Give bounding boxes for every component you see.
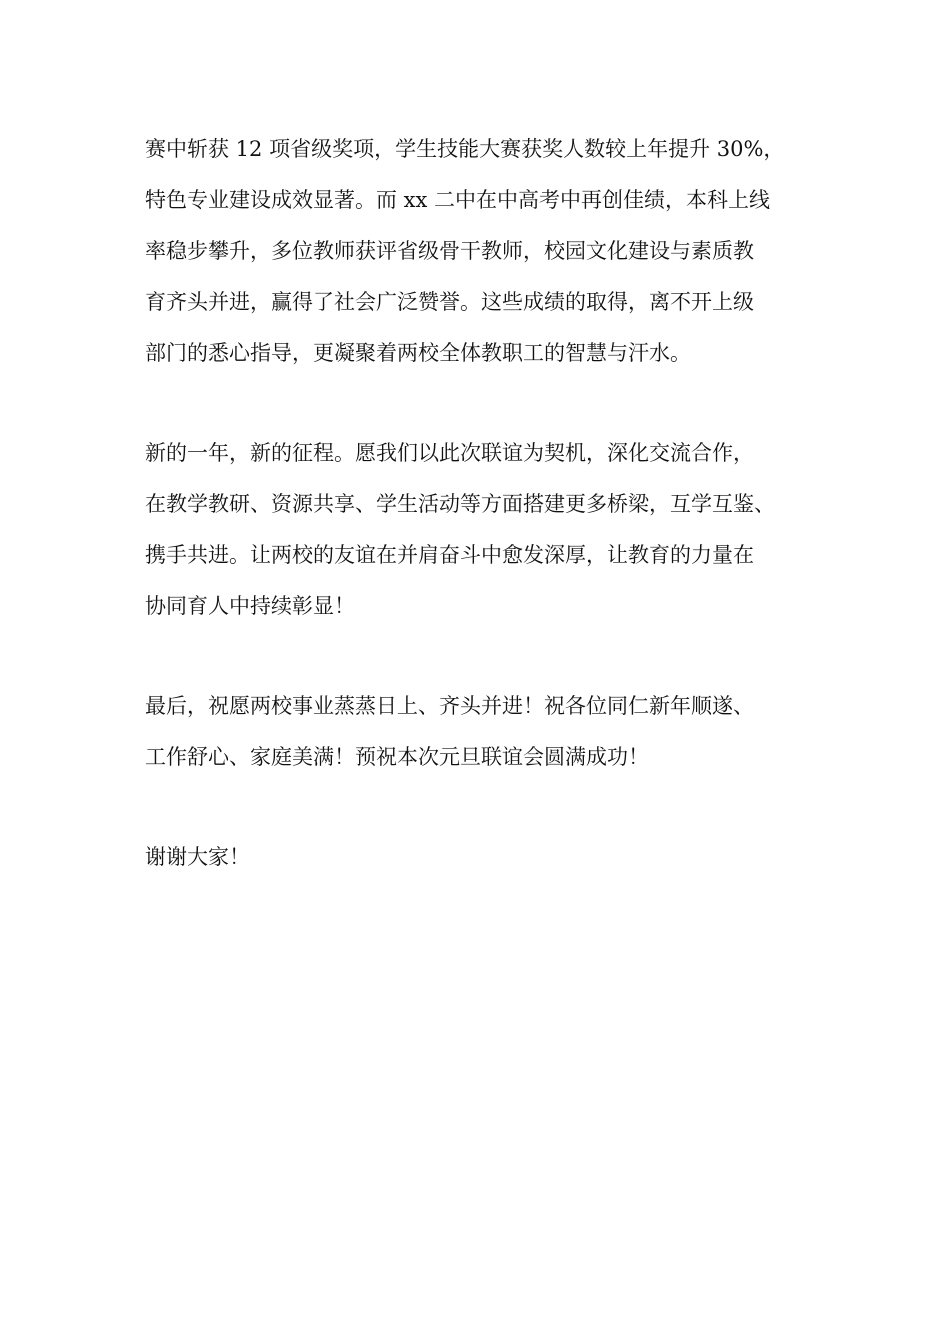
paragraph-wishes <box>145 685 835 787</box>
text-line: 部门的悉心指导，更凝聚着两校全体教职工的智慧与汗水。 <box>145 341 691 365</box>
paragraph-thanks <box>145 836 835 887</box>
text-line: 新的一年，新的征程。愿我们以此次联谊为契机，深化交流合作， <box>145 441 754 465</box>
text-line: 率稳步攀升，多位教师获评省级骨干教师，校园文化建设与素质教 <box>145 239 754 263</box>
document-body <box>145 128 835 936</box>
text-line: 协同育人中持续彰显！ <box>145 594 355 618</box>
paragraph-new-year <box>145 432 835 636</box>
text-line: 工作舒心、家庭美满！预祝本次元旦联谊会圆满成功！ <box>145 745 649 769</box>
text-line: 特色专业建设成效显著。而 xx 二中在中高考中再创佳绩，本科上线 <box>145 188 771 212</box>
text-line: 最后，祝愿两校事业蒸蒸日上、齐头并进！祝各位同仁新年顺遂、 <box>145 694 754 718</box>
text-line: 谢谢大家！ <box>145 845 250 869</box>
text-line: 携手共进。让两校的友谊在并肩奋斗中愈发深厚，让教育的力量在 <box>145 543 754 567</box>
text-line: 在教学教研、资源共享、学生活动等方面搭建更多桥梁，互学互鉴、 <box>145 492 775 516</box>
text-line: 育齐头并进，赢得了社会广泛赞誉。这些成绩的取得，离不开上级 <box>145 290 754 314</box>
text-line: 赛中斩获 12 项省级奖项，学生技能大赛获奖人数较上年提升 30%， <box>145 137 785 161</box>
paragraph-achievements <box>145 128 835 383</box>
